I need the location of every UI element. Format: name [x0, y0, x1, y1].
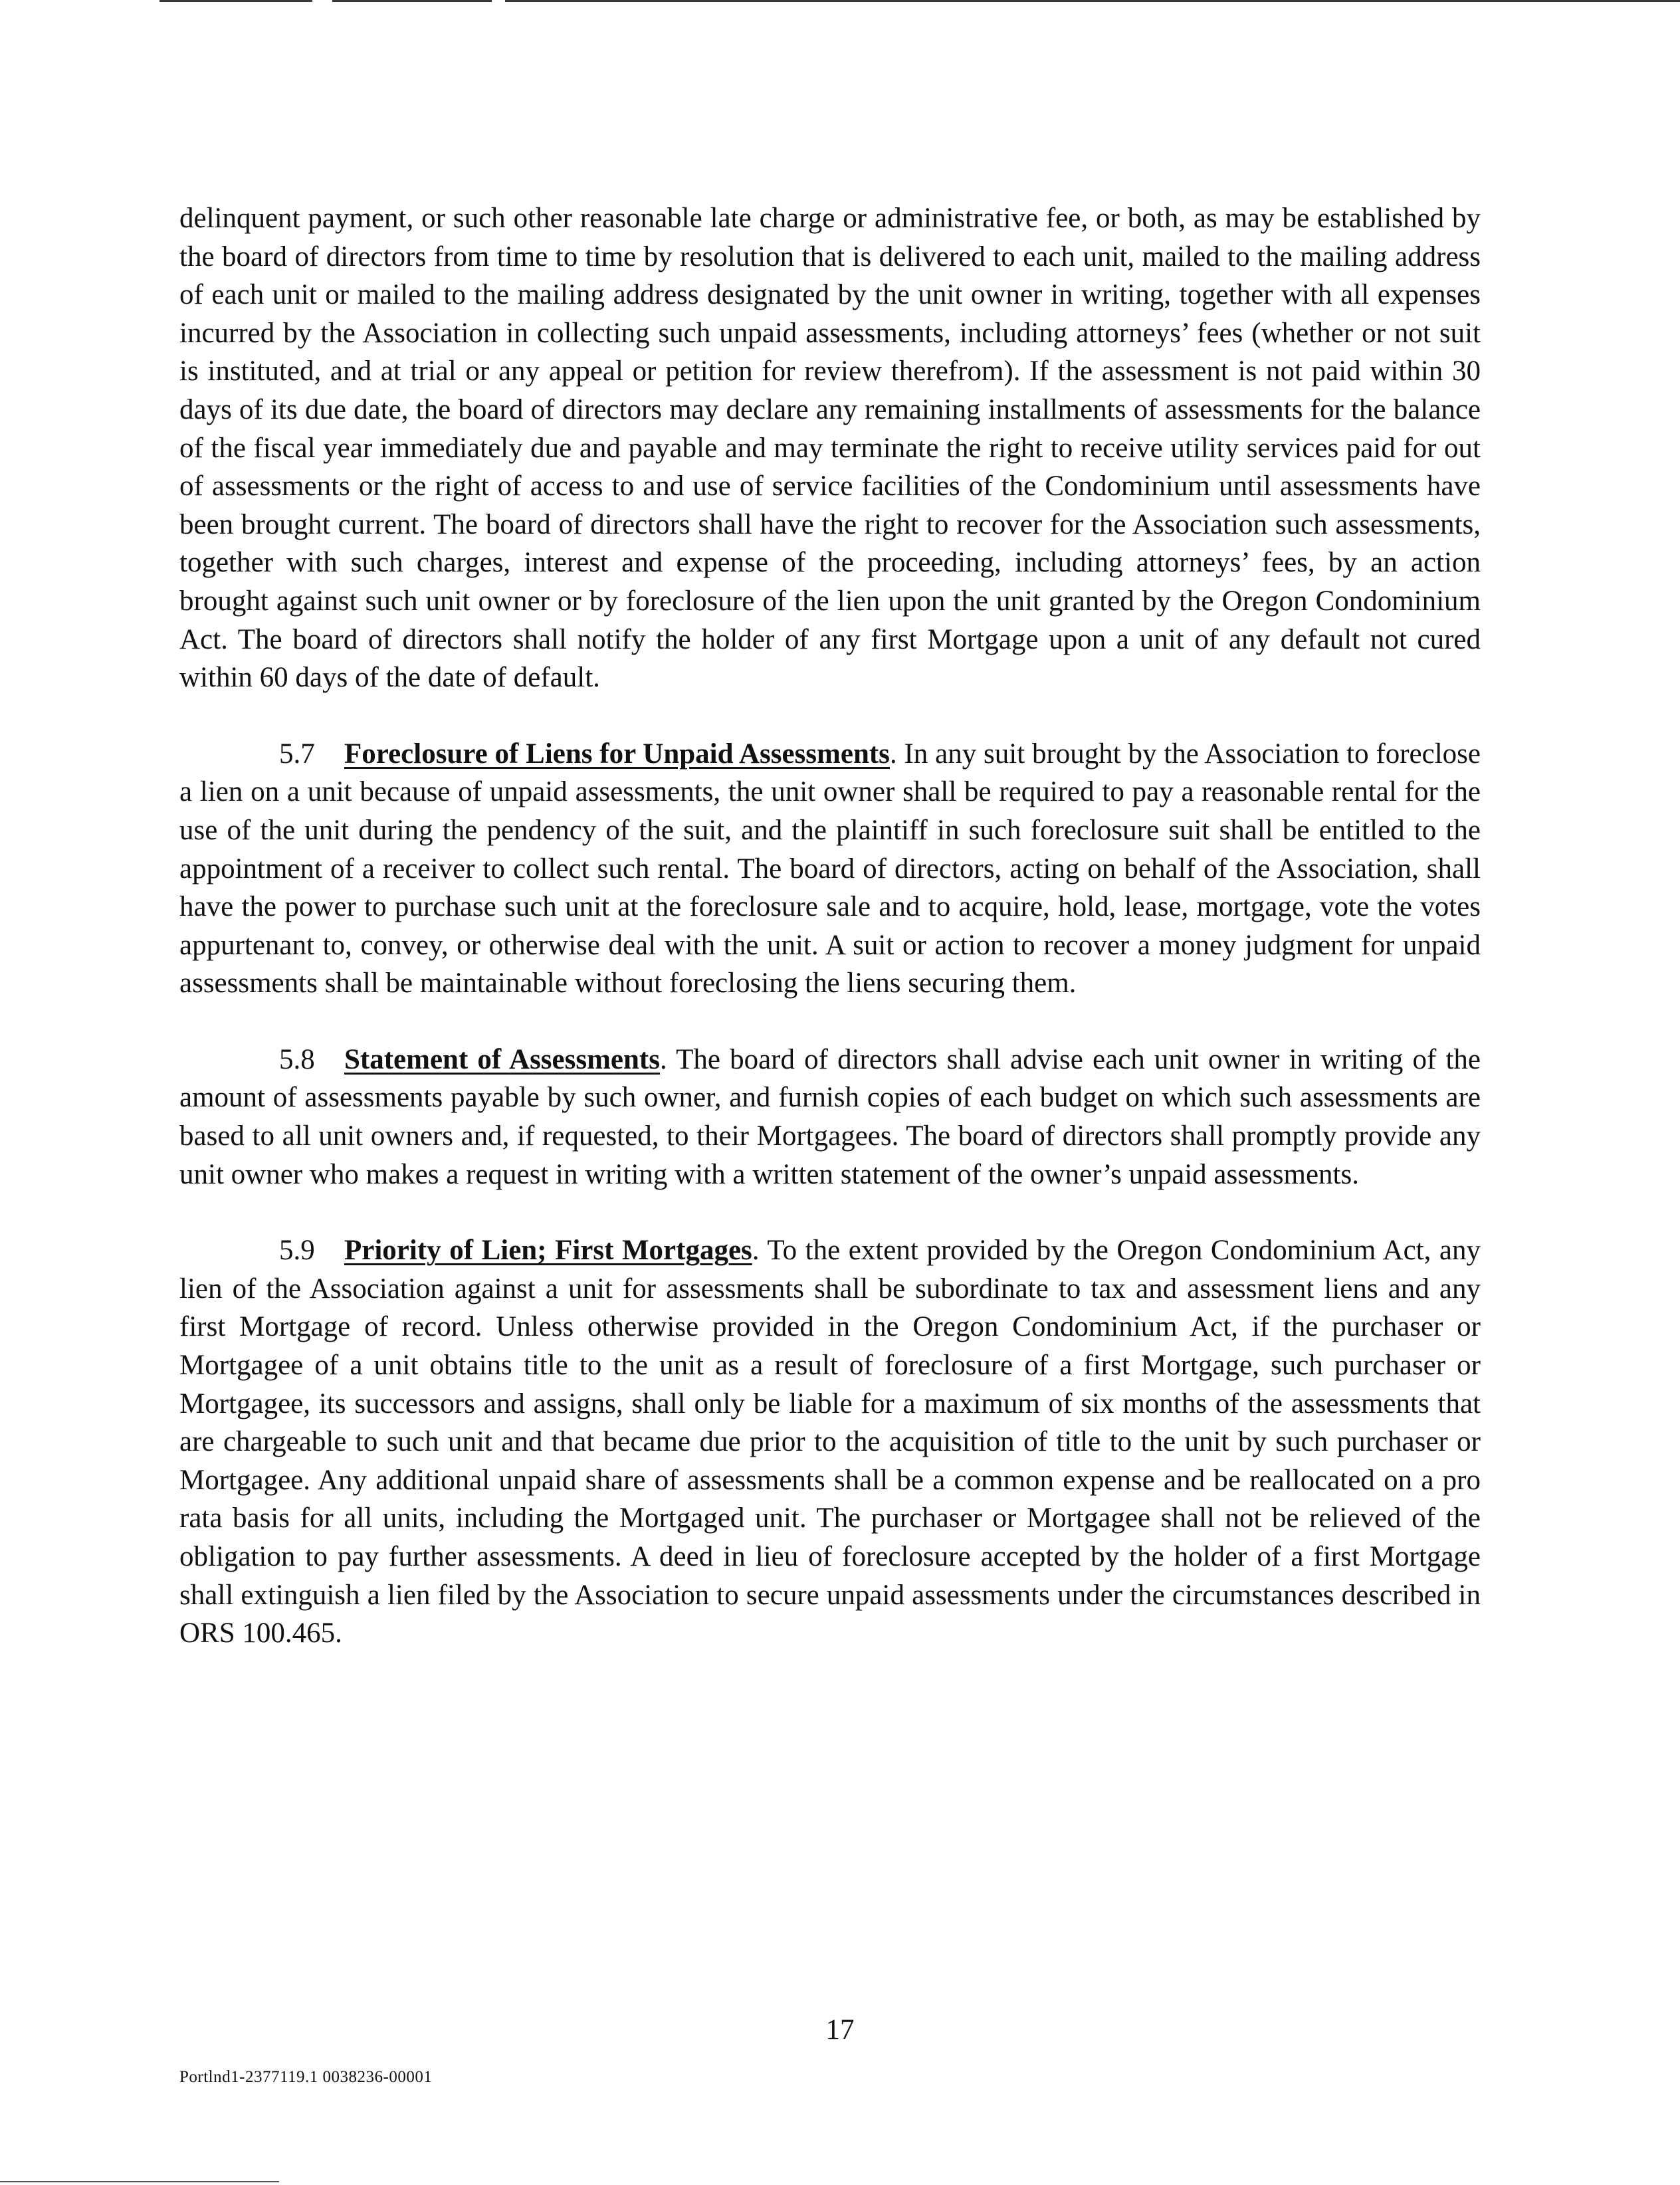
document-identifier: Portlnd1-2377119.1 0038236-00001 — [179, 2068, 433, 2086]
page-number: 17 — [825, 2014, 855, 2045]
document-body — [179, 199, 1481, 1653]
opening-paragraph: delinquent payment, or such other reasonable late charge or administrative fee, or both, as may be established by the board of directors from time to time by resolution that is delivered to each unit, mailed to the mailing address of each unit or mailed to the mailing address designated by the unit owner in writing, together with all expenses incurred by the Association in collecting such unpaid assessments, including attorneys’ fees (whether or not suit is instituted, and at trial or any appeal or petition for review therefrom). If the assessment is not paid within 30 days of its due date, the board of directors may declare any remaining installments of assessments for the balance of the fiscal year immediately due and payable and may terminate the right to receive utility services paid for out of assessments or the right of access to and use of service facilities of the Condominium until assessments have been brought current. The board of directors shall have the right to recover for the Association such assessments, together with such charges, interest and expense of the proceeding, including attorneys’ fees, by an action brought against such unit owner or by foreclosure of the lien upon the unit granted by the Oregon Condominium Act. The board of directors shall notify the holder of any first Mortgage upon a unit of any default not cured within 60 days of the date of default. — [179, 203, 1481, 694]
scan-edge-top-2 — [332, 0, 492, 2]
section-5-9 — [179, 1231, 1481, 1653]
section-title: Statement of Assessments — [344, 1043, 660, 1075]
section-5-7 — [179, 735, 1481, 1003]
section-number: 5.7 — [279, 738, 315, 770]
section-title: Foreclosure of Liens for Unpaid Assessments — [344, 738, 890, 770]
section-text: . The board of directors shall advise each unit owner in writing of the amount of assessments payable by such owner, and furnish copies of each budget on which such assessments are based to all unit owners and, if requested, to their Mortgagees. The board of directors shall promptly provide any unit owner who makes a request in writing with a written statement of the owner’s unpaid assessments. — [179, 1043, 1481, 1190]
section-text: . In any suit brought by the Association to foreclose a lien on a unit because of unpaid assessments, the unit owner shall be required to pay a reasonable rental for the use of the unit during the pendency of the suit, and the plaintiff in such foreclosure suit shall be entitled to the appointment of a receiver to collect such rental. The board of directors, acting on behalf of the Association, shall have the power to purchase such unit at the foreclosure sale and to acquire, hold, lease, mortgage, vote the votes appurtenant to, convey, or otherwise deal with the unit. A suit or action to recover a money judgment for unpaid assessments shall be maintainable without foreclosing the liens securing them. — [179, 738, 1481, 999]
section-5-8 — [179, 1041, 1481, 1194]
section-text: . To the extent provided by the Oregon Condominium Act, any lien of the Association against a unit for assessments shall be subordinate to tax and assessment liens and any first Mortgage of record. Unless otherwise provided in the Oregon Condominium Act, if the purchaser or Mortgagee of a unit obtains title to the unit as a result of foreclosure of a first Mortgage, such purchaser or Mortgagee, its successors and assigns, shall only be liable for a maximum of six months of the assessments that are chargeable to such unit and that became due prior to the acquisition of title to the unit by such purchaser or Mortgagee. Any additional unpaid share of assessments shall be a common expense and be reallocated on a pro rata basis for all units, including the Mortgaged unit. The purchaser or Mortgagee shall not be relieved of the obligation to pay further assessments. A deed in lieu of foreclosure accepted by the holder of a first Mortgage shall extinguish a lien filed by the Association to secure unpaid assessments under the circumstances described in ORS 100.465. — [179, 1235, 1481, 1649]
scan-edge-bottom — [0, 2181, 279, 2182]
section-title: Priority of Lien; First Mortgages — [344, 1235, 752, 1267]
scan-edge-top-1 — [159, 0, 312, 2]
section-number: 5.8 — [279, 1043, 315, 1075]
section-number: 5.9 — [279, 1235, 315, 1267]
scan-edge-top-3 — [505, 0, 1680, 2]
